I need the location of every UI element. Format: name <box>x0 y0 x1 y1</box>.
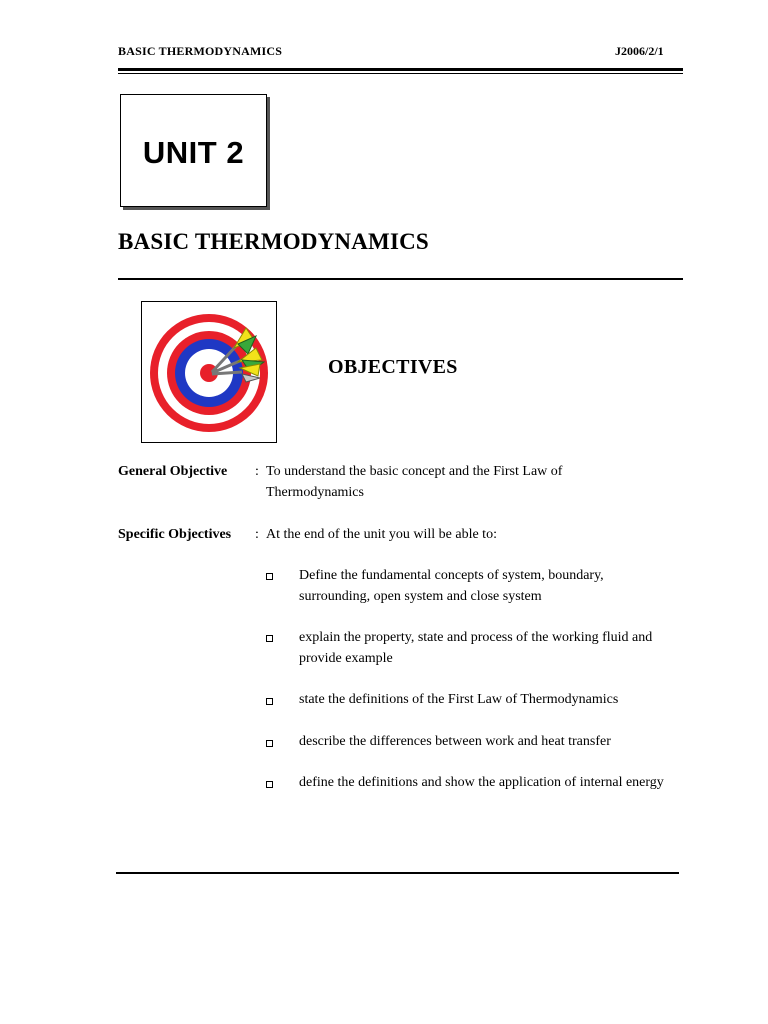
bullet-icon <box>266 740 273 747</box>
general-objective-separator: : <box>255 464 259 479</box>
dartboard-target-icon <box>142 302 276 442</box>
bullet-icon <box>266 781 273 788</box>
specific-objectives-intro: At the end of the unit you will be able to: <box>266 527 497 542</box>
unit-box <box>120 94 267 207</box>
header-course-code: J2006/2/1 <box>615 44 664 58</box>
header-divider-thin <box>118 73 683 74</box>
bullet-icon <box>266 573 273 580</box>
general-objective-text: To understand the basic concept and the First Law of Thermodynamics <box>266 464 563 500</box>
specific-objective-item: state the definitions of the First Law of Thermodynamics <box>299 692 619 707</box>
unit-label: UNIT 2 <box>142 134 245 170</box>
bullet-icon <box>266 635 273 642</box>
header-course-title: BASIC THERMODYNAMICS <box>118 44 283 58</box>
header-divider-thick <box>118 68 683 71</box>
specific-objectives-separator: : <box>255 527 259 542</box>
title-divider <box>118 278 683 280</box>
specific-objective-item: explain the property, state and process of the working fluid and provide example <box>299 630 653 666</box>
specific-objective-item: define the definitions and show the application of internal energy <box>299 775 664 790</box>
document-title: BASIC THERMODYNAMICS <box>118 229 429 254</box>
bullet-icon <box>266 698 273 705</box>
objectives-heading: OBJECTIVES <box>328 356 458 378</box>
specific-objective-item: Define the fundamental concepts of system, boundary, surrounding, open system and close system <box>299 568 604 604</box>
footer-divider <box>116 872 679 874</box>
specific-objectives-label: Specific Objectives <box>118 527 232 542</box>
general-objective-label: General Objective <box>118 464 228 479</box>
target-illustration <box>141 301 277 443</box>
specific-objective-item: describe the differences between work and heat transfer <box>299 734 611 749</box>
